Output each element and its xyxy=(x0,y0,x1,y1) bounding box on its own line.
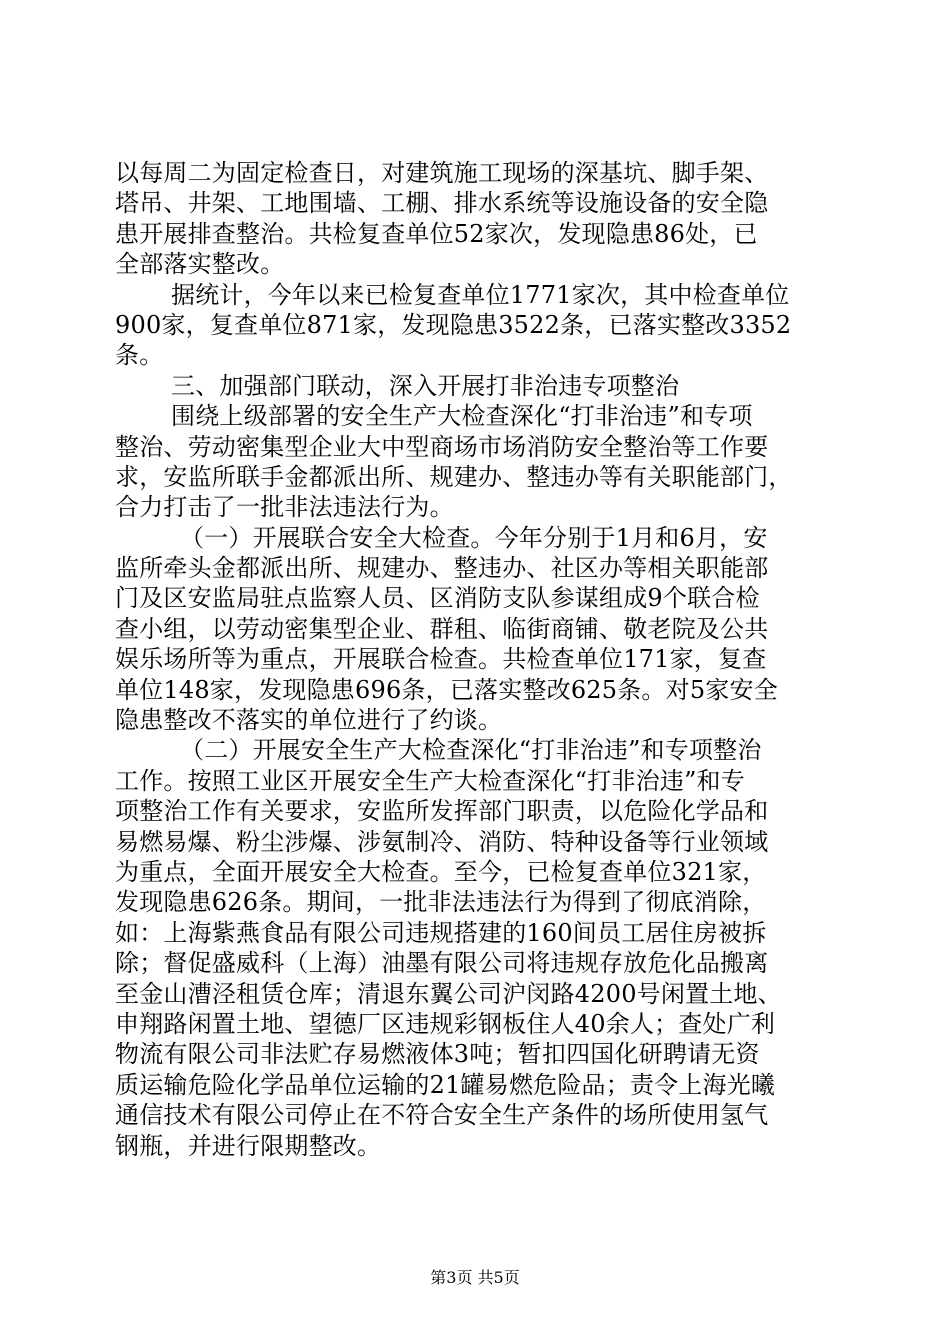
text-line: 项整治工作有关要求，安监所发挥部门职责，以危险化学品和 xyxy=(115,797,769,826)
text-line: 单位148家，发现隐患696条，已落实整改625条。对5家安全 xyxy=(115,675,778,704)
text-line: 发现隐患626条。期间，一批非法违法行为得到了彻底消除， xyxy=(115,888,767,917)
paragraph-first-line: 据统计，今年以来已检复查单位1771家次，其中检查单位 xyxy=(171,280,790,309)
text-line: 900家，复查单位871家，发现隐患3522条，已落实整改3352 xyxy=(115,310,792,339)
text-line: 除；督促盛威科（上海）油墨有限公司将违规存放危化品搬离 xyxy=(115,949,769,978)
text-line: 求，安监所联手金都派出所、规建办、整违办等有关职能部门， xyxy=(115,462,793,491)
text-line: 患开展排查整治。共检复查单位52家次，发现隐患86处，已 xyxy=(115,219,758,248)
text-line: 通信技术有限公司停止在不符合安全生产条件的场所使用氢气 xyxy=(115,1101,769,1130)
paragraph-first-line: 围绕上级部署的安全生产大检查深化“打非治违”和专项 xyxy=(171,402,753,431)
text-line: 至金山漕泾租赁仓库；清退东翼公司沪闵路4200号闲置土地、 xyxy=(115,979,782,1008)
text-line: 整治、劳动密集型企业大中型商场市场消防安全整治等工作要 xyxy=(115,432,769,461)
text-line: 查小组，以劳动密集型企业、群租、临街商铺、敬老院及公共 xyxy=(115,614,769,643)
text-line: 申翔路闲置土地、望德厂区违规彩钢板住人40余人；查处广利 xyxy=(115,1009,776,1038)
text-line: 质运输危险化学品单位运输的21罐易燃危险品；责令上海光曦 xyxy=(115,1070,776,1099)
text-line: 监所牵头金都派出所、规建办、整违办、社区办等相关职能部 xyxy=(115,554,769,583)
text-line: 隐患整改不落实的单位进行了约谈。 xyxy=(115,706,503,735)
text-line: 钢瓶，并进行限期整改。 xyxy=(115,1131,382,1160)
text-line: 娱乐场所等为重点，开展联合检查。共检查单位171家，复查 xyxy=(115,645,767,674)
subsection-first-line: （一）开展联合安全大检查。今年分别于1月和6月，安 xyxy=(180,523,768,552)
text-line: 全部落实整改。 xyxy=(115,250,285,279)
text-line: 合力打击了一批非法违法行为。 xyxy=(115,493,454,522)
text-line: 如：上海紫燕食品有限公司违规搭建的160间员工居住房被拆 xyxy=(115,918,767,947)
page-number-footer: 第3页 共5页 xyxy=(430,1268,520,1287)
text-line: 易燃易爆、粉尘涉爆、涉氨制冷、消防、特种设备等行业领域 xyxy=(115,827,769,856)
text-line: 为重点，全面开展安全大检查。至今，已检复查单位321家， xyxy=(115,857,767,886)
text-line: 物流有限公司非法贮存易燃液体3吨；暂扣四国化研聘请无资 xyxy=(115,1040,760,1069)
text-line: 以每周二为固定检查日，对建筑施工现场的深基坑、脚手架、 xyxy=(115,159,769,187)
text-line: 工作。按照工业区开展安全生产大检查深化“打非治违”和专 xyxy=(115,766,745,795)
document-body xyxy=(115,158,845,1161)
text-line: 塔吊、井架、工地围墙、工棚、排水系统等设施设备的安全隐 xyxy=(115,189,769,218)
section-heading: 三、加强部门联动，深入开展打非治违专项整治 xyxy=(171,371,680,400)
text-line: 门及区安监局驻点监察人员、区消防支队参谋组成9个联合检 xyxy=(115,584,760,613)
subsection-first-line: （二）开展安全生产大检查深化“打非治违”和专项整治 xyxy=(180,736,762,765)
text-line: 条。 xyxy=(115,341,164,370)
